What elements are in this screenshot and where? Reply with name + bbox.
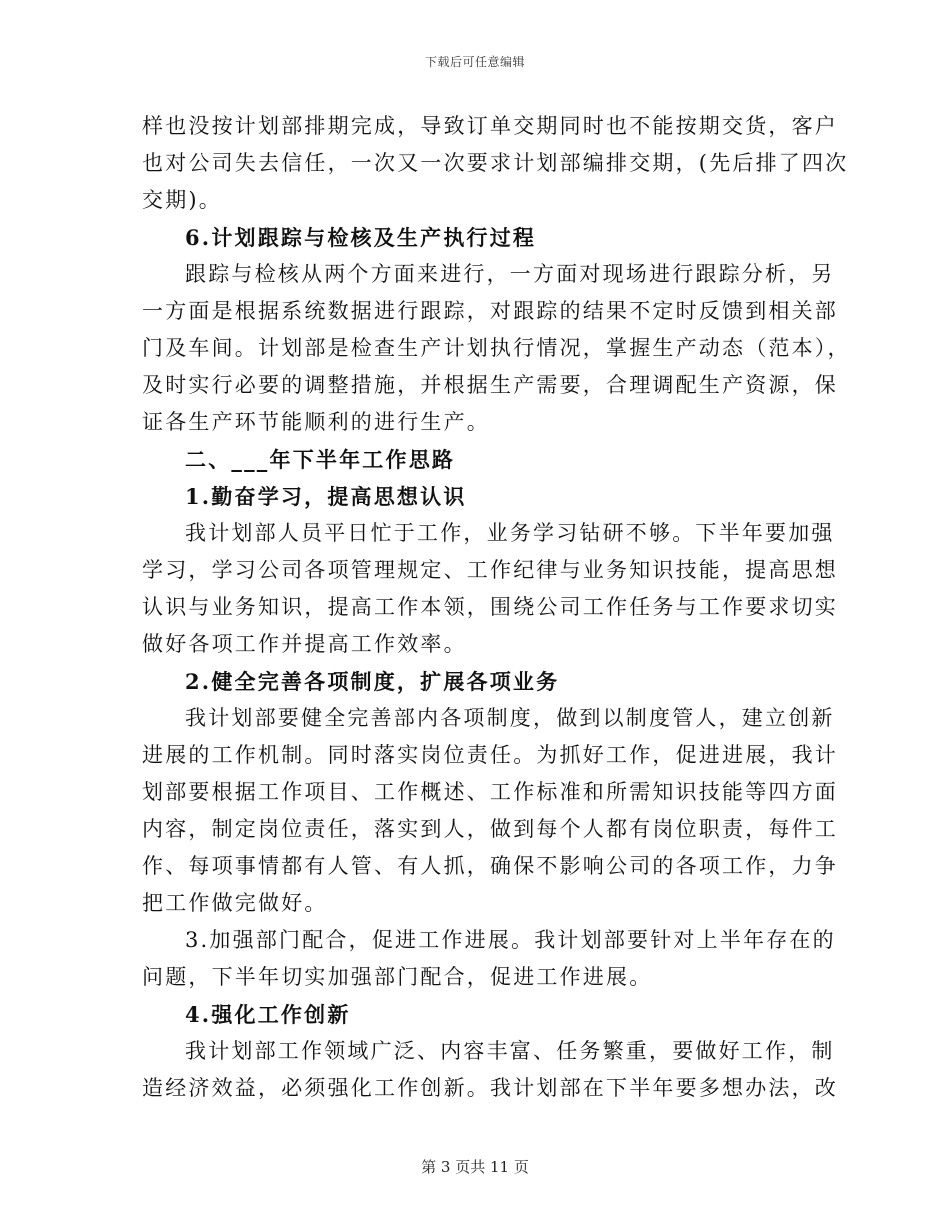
text-line: 做好各项工作并提高工作效率。 (142, 632, 467, 656)
text-line: 及时实行必要的调整措施，并根据生产需要，合理调配生产资源，保 (142, 373, 838, 397)
text-line: 3.加强部门配合，促进工作进展。我计划部要针对上半年存在的 (185, 928, 836, 952)
text-line: 一方面是根据系统数据进行跟踪，对跟踪的结果不定时反馈到相关部 (142, 299, 838, 323)
text-line: 作、每项事情都有人管、有人抓，确保不影响公司的各项工作，力争 (142, 854, 838, 878)
text-line: 我计划部人员平日忙于工作，业务学习钻研不够。下半年要加强 (185, 521, 835, 545)
text-line: 造经济效益，必须强化工作创新。我计划部在下半年要多想办法，改 (142, 1076, 838, 1100)
text-line: 门及车间。计划部是检查生产计划执行情况，掌握生产动态（范本）， (142, 336, 851, 360)
document-body (142, 108, 851, 1107)
section-heading: 4.强化工作创新 (185, 1002, 351, 1027)
text-line: 样也没按计划部排期完成，导致订单交期同时也不能按期交货，客户 (142, 114, 838, 138)
text-line: 也对公司失去信任，一次又一次要求计划部编排交期，(先后排了四次 (142, 151, 849, 175)
text-line: 交期)。 (142, 188, 222, 212)
text-line: 内容，制定岗位责任，落实到人，做到每个人都有岗位职责，每件工 (142, 817, 838, 841)
text-line: 划部要根据工作项目、工作概述、工作标准和所需知识技能等四方面 (142, 780, 838, 804)
text-line: 跟踪与检核从两个方面来进行，一方面对现场进行跟踪分析，另 (185, 262, 835, 286)
text-line: 问题，下半年切实加强部门配合，促进工作进展。 (142, 965, 653, 989)
text-line: 进展的工作机制。同时落实岗位责任。为抓好工作，促进进展，我计 (142, 743, 838, 767)
text-line: 把工作做完做好。 (142, 891, 328, 915)
section-heading: 1.勤奋学习，提高思想认识 (185, 484, 467, 509)
section-heading: 二、___年下半年工作思路 (185, 447, 456, 472)
text-line: 学习，学习公司各项管理规定、工作纪律与业务知识技能，提高思想 (142, 558, 838, 582)
page-number: 第 3 页共 11 页 (421, 1158, 529, 1176)
text-line: 我计划部工作领域广泛、内容丰富、任务繁重，要做好工作，制 (185, 1039, 835, 1063)
text-line: 认识与业务知识，提高工作本领，围绕公司工作任务与工作要求切实 (142, 595, 838, 619)
text-line: 证各生产环节能顺利的进行生产。 (142, 410, 490, 434)
section-heading: 6.计划跟踪与检核及生产执行过程 (185, 225, 537, 250)
text-line: 我计划部要健全完善部内各项制度，做到以制度管人，建立创新 (185, 706, 835, 730)
section-heading: 2.健全完善各项制度，扩展各项业务 (185, 669, 560, 694)
page-header: 下载后可任意编辑 (424, 55, 525, 69)
